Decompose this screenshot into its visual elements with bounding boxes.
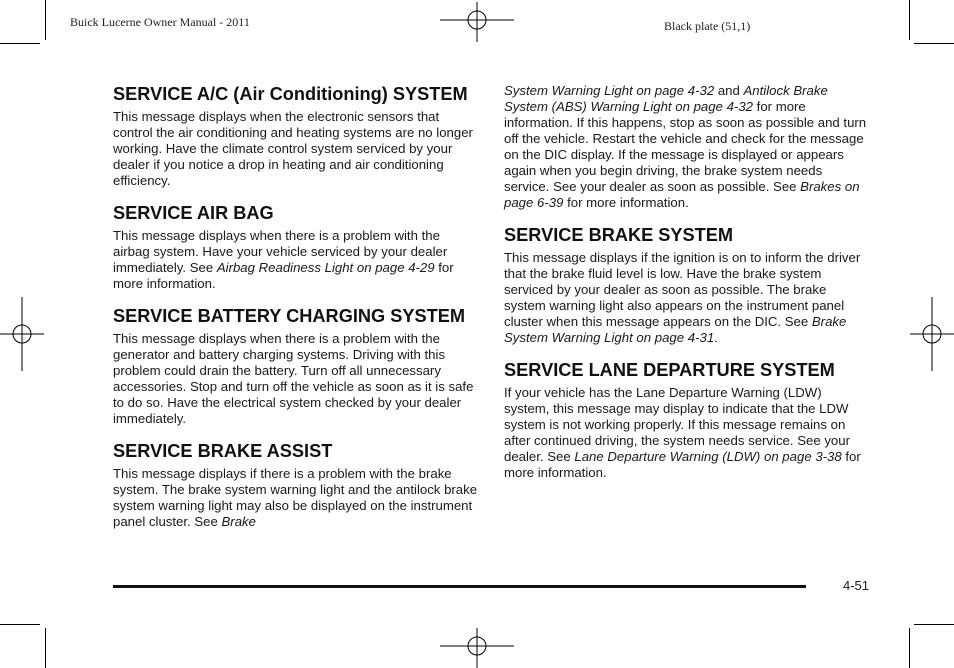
registration-mark-top [440,2,514,42]
cross-reference: Antilock Brake System (ABS) Warning Light on page 4-32 [504,83,828,114]
section-service-lane-departure [504,360,868,481]
right-column [504,83,868,495]
section-body: This message displays if the ignition is on to inform the driver that the brake fluid level is low. Have the brake system serviced by your dealer as soon as possible. The brake system warning light also appears on the instrument panel cluster when this message appears on the DIC. See Brake System Warning Light on page 4-31. [504,250,861,345]
crop-mark [909,628,910,668]
section-body: If your vehicle has the Lane Departure Warning (LDW) system, this message may display to indicate that the LDW system is not working properly. If this message remains on after continued driving, the system needs service. See your dealer. See Lane Departure Warning (LDW) on page 3-38 for more information. [504,385,861,480]
section-body: This message displays when the electronic sensors that control the air conditioning and heating systems are no longer working. Have the climate control system serviced by your dealer if you notice a drop in heating and air conditioning efficiency. [113,109,473,188]
cross-reference: Brakes on page 6-39 [504,179,860,210]
section-service-air-bag [113,203,479,292]
left-column [113,84,479,544]
registration-mark-left [0,297,44,371]
cross-reference: Airbag Readiness Light on page 4-29 [216,260,435,275]
section-heading: SERVICE LANE DEPARTURE SYSTEM [504,360,835,380]
crop-mark [0,43,40,44]
section-body: This message displays when there is a problem with the generator and battery charging systems. Driving with this problem could drain the battery. Turn off all unnecessary accessories. Stop and turn off the vehicle as soon as it is safe to do so. Have the electrical system checked by your dealer immediately. [113,331,474,426]
footer-rule [113,585,806,588]
section-body: This message displays if there is a problem with the brake system. The brake system warning light and the antilock brake system warning light may also be displayed on the instrument panel cluster. See Brake [113,466,478,529]
crop-mark [914,624,954,625]
cross-reference: Brake System Warning Light on page 4-31 [504,314,847,345]
crop-mark [0,624,40,625]
section-heading: SERVICE BATTERY CHARGING SYSTEM [113,306,466,326]
section-service-ac [113,84,479,189]
section-service-brake-assist [113,441,479,530]
section-heading: SERVICE A/C (Air Conditioning) SYSTEM [113,84,468,104]
section-service-battery [113,306,479,427]
registration-mark-bottom [440,628,514,668]
section-service-brake-system [504,225,868,346]
cross-reference: System Warning Light on page 4-32 [504,83,715,98]
section-body: System Warning Light on page 4-32 and Antilock Brake System (ABS) Warning Light on page 4-32 for more information. If this happens, stop as soon as possible and turn off the vehicle. Restart the vehicle and check for the message on the DIC display. If the message is displayed or appears again when you begin driving, the brake system needs service. See your dealer as soon as possible. See Brakes on page 6-39 for more information. [504,83,867,210]
crop-mark [45,0,46,40]
cross-reference: Lane Departure Warning (LDW) on page 3-38 [574,449,842,464]
section-body: This message displays when there is a problem with the airbag system. Have your vehicle serviced by your dealer immediately. See Airbag Readiness Light on page 4-29 for more information. [113,228,454,291]
section-heading: SERVICE BRAKE ASSIST [113,441,333,461]
page-number: 4-51 [843,578,870,593]
header-plate-info: Black plate (51,1) [664,19,751,33]
section-heading: SERVICE BRAKE SYSTEM [504,225,734,245]
crop-mark [914,43,954,44]
section-brake-assist-continued [504,83,868,211]
section-heading: SERVICE AIR BAG [113,203,274,223]
registration-mark-right [910,297,954,371]
cross-reference: Brake [221,514,256,529]
crop-mark [909,0,910,40]
crop-mark [45,628,46,668]
header-manual-title: Buick Lucerne Owner Manual - 2011 [70,15,250,29]
